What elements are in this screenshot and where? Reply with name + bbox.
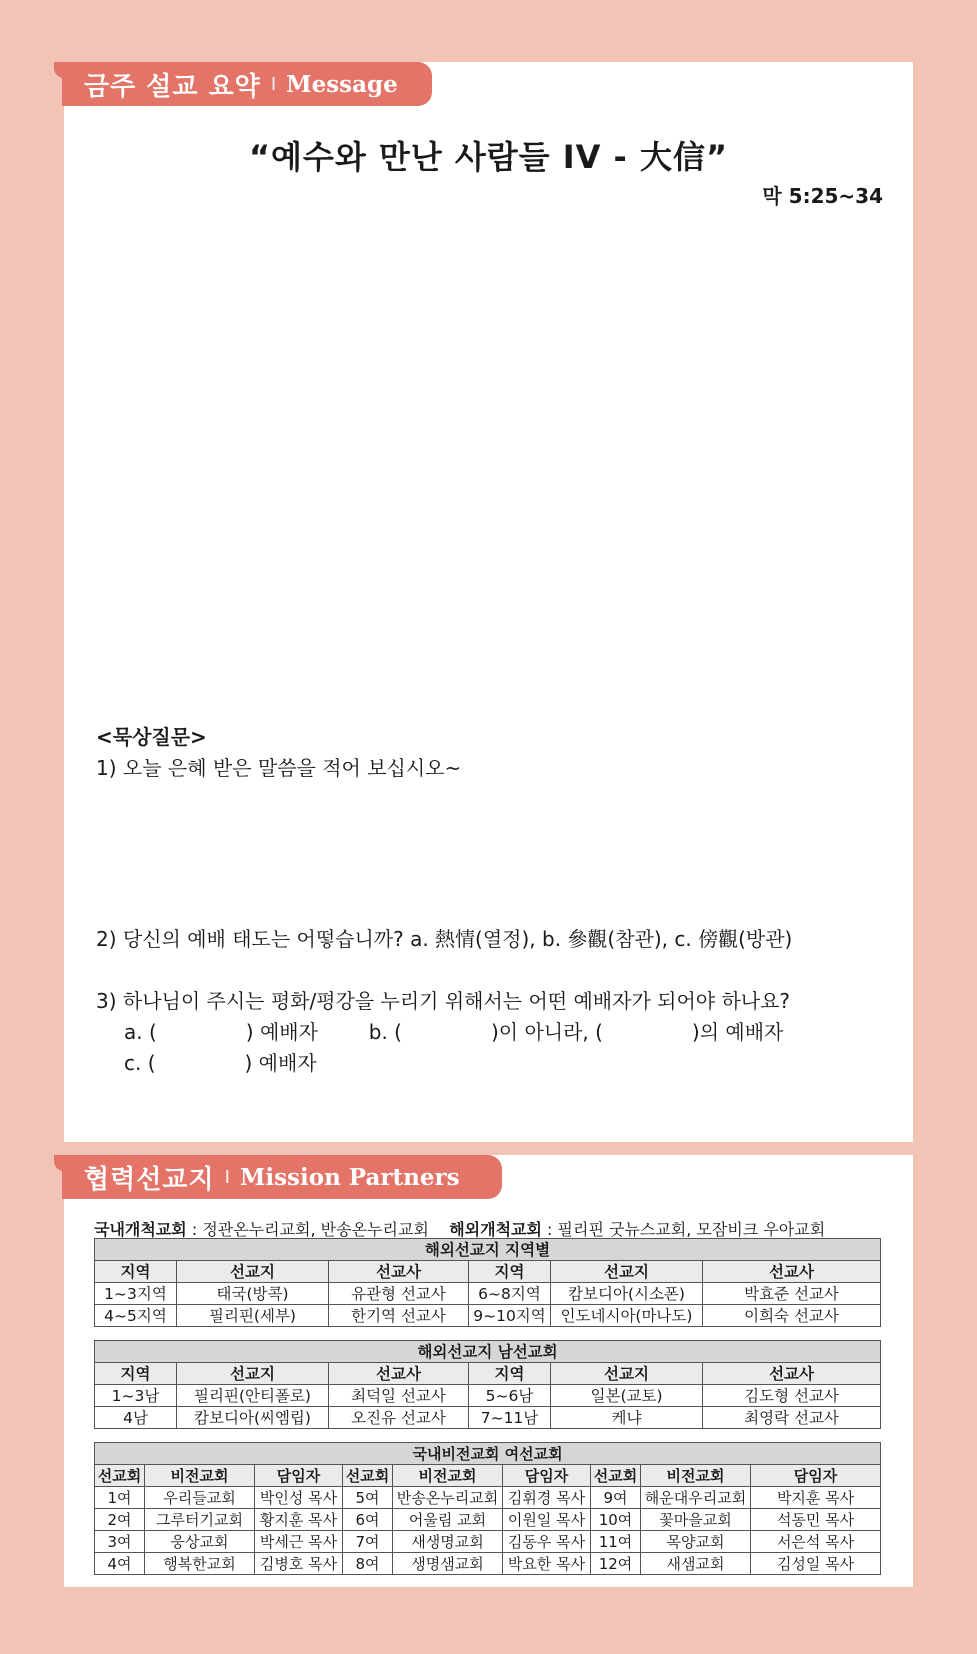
table-cell: 3여: [95, 1531, 145, 1553]
table-row: [95, 1283, 881, 1305]
column-header: 담임자: [255, 1465, 343, 1487]
domestic-label: 국내개척교회: [94, 1220, 187, 1239]
column-header: 선교지: [551, 1261, 703, 1283]
table-cell: 생명샘교회: [393, 1553, 503, 1575]
column-header: 선교사: [703, 1261, 881, 1283]
column-header: 선교사: [329, 1363, 469, 1385]
table-cell: 인도네시아(마나도): [551, 1305, 703, 1327]
table-cell: 새샘교회: [641, 1553, 751, 1575]
table-cell: 5~6남: [469, 1385, 551, 1407]
table-cell: 9~10지역: [469, 1305, 551, 1327]
table-cell: 이희숙 선교사: [703, 1305, 881, 1327]
column-header: 지역: [469, 1261, 551, 1283]
womens-missions-table: [94, 1442, 881, 1575]
domestic-churches: : 정관온누리교회, 반송온누리교회: [186, 1220, 429, 1239]
table-cell: 2여: [95, 1509, 145, 1531]
table-row: [95, 1487, 881, 1509]
mission-panel: [64, 1155, 913, 1587]
question-3-line-c: c. ( ) 예배자: [124, 1051, 317, 1075]
column-header: 선교회: [95, 1465, 145, 1487]
table-cell: 오진유 선교사: [329, 1407, 469, 1429]
table-cell: 김휘경 목사: [503, 1487, 591, 1509]
table-caption: 해외선교지 지역별: [95, 1239, 881, 1261]
table-cell: 서은석 목사: [751, 1531, 881, 1553]
table-cell: 4~5지역: [95, 1305, 177, 1327]
table-cell: 박세근 목사: [255, 1531, 343, 1553]
table-cell: 4여: [95, 1553, 145, 1575]
column-header: 선교지: [177, 1363, 329, 1385]
table-cell: 필리핀(안티폴로): [177, 1385, 329, 1407]
overseas-label: 해외개척교회: [449, 1220, 542, 1239]
column-header: 담임자: [503, 1465, 591, 1487]
table-cell: 4남: [95, 1407, 177, 1429]
table-row: [95, 1509, 881, 1531]
column-header: 비전교회: [145, 1465, 255, 1487]
table-cell: 새생명교회: [393, 1531, 503, 1553]
mission-section-tab: [62, 1155, 502, 1199]
column-header: 선교회: [343, 1465, 393, 1487]
table-cell: 꽃마을교회: [641, 1509, 751, 1531]
table-cell: 우리들교회: [145, 1487, 255, 1509]
column-header: 선교사: [703, 1363, 881, 1385]
overseas-churches: : 필리핀 굿뉴스교회, 모잠비크 우아교회: [541, 1220, 826, 1239]
table-header-row: [95, 1261, 881, 1283]
table-row: [95, 1305, 881, 1327]
table-cell: 12여: [591, 1553, 641, 1575]
table-caption-row: [95, 1239, 881, 1261]
table-cell: 그루터기교회: [145, 1509, 255, 1531]
table-cell: 한기역 선교사: [329, 1305, 469, 1327]
table-cell: 1~3남: [95, 1385, 177, 1407]
column-header: 지역: [469, 1363, 551, 1385]
table-cell: 유관형 선교사: [329, 1283, 469, 1305]
scripture-reference: 막 5:25~34: [762, 184, 883, 208]
table-cell: 11여: [591, 1531, 641, 1553]
table-cell: 김동우 목사: [503, 1531, 591, 1553]
column-header: 선교사: [329, 1261, 469, 1283]
table-row: [95, 1531, 881, 1553]
question-3-line-a: a. ( ) 예배자 b. ( )이 아니라, ( )의 예배자: [124, 1020, 784, 1044]
column-header: 담임자: [751, 1465, 881, 1487]
column-header: 선교지: [551, 1363, 703, 1385]
tab-separator: I: [270, 73, 277, 95]
table-caption-row: [95, 1341, 881, 1363]
message-tab-korean: 금주 설교 요약: [84, 71, 261, 102]
table-cell: 박지훈 목사: [751, 1487, 881, 1509]
table-cell: 이원일 목사: [503, 1509, 591, 1531]
mens-missions-table: [94, 1340, 881, 1429]
table-caption: 해외선교지 남선교회: [95, 1341, 881, 1363]
column-header: 비전교회: [641, 1465, 751, 1487]
table-row: [95, 1407, 881, 1429]
church-plant-lines: [94, 1217, 825, 1240]
table-cell: 박요한 목사: [503, 1553, 591, 1575]
tab-separator: I: [224, 1166, 230, 1188]
table-caption-row: [95, 1443, 881, 1465]
table-cell: 해운대우리교회: [641, 1487, 751, 1509]
table-cell: 박효준 선교사: [703, 1283, 881, 1305]
questions-heading: <묵상질문>: [96, 725, 207, 749]
table-cell: 최덕일 선교사: [329, 1385, 469, 1407]
question-3: 3) 하나님이 주시는 평화/평강을 누리기 위해서는 어떤 예배자가 되어야 하나요?: [96, 989, 791, 1013]
table-cell: 6~8지역: [469, 1283, 551, 1305]
table-cell: 목양교회: [641, 1531, 751, 1553]
question-1: 1) 오늘 은혜 받은 말씀을 적어 보십시오~: [96, 756, 462, 780]
table-cell: 일본(교토): [551, 1385, 703, 1407]
table-cell: 태국(방콕): [177, 1283, 329, 1305]
table-header-row: [95, 1363, 881, 1385]
column-header: 지역: [95, 1363, 177, 1385]
table-cell: 7~11남: [469, 1407, 551, 1429]
table-cell: 1여: [95, 1487, 145, 1509]
table-cell: 5여: [343, 1487, 393, 1509]
table-cell: 반송온누리교회: [393, 1487, 503, 1509]
table-cell: 8여: [343, 1553, 393, 1575]
region-missions-table: [94, 1238, 881, 1327]
table-cell: 어울림 교회: [393, 1509, 503, 1531]
table-cell: 석동민 목사: [751, 1509, 881, 1531]
table-cell: 김성일 목사: [751, 1553, 881, 1575]
table-cell: 김병호 목사: [255, 1553, 343, 1575]
column-header: 선교회: [591, 1465, 641, 1487]
table-cell: 10여: [591, 1509, 641, 1531]
sermon-title: “예수와 만난 사람들 IV - 大信”: [248, 138, 728, 176]
message-tab-english: Message: [286, 70, 398, 98]
column-header: 선교지: [177, 1261, 329, 1283]
mission-tab-english: Mission Partners: [239, 1163, 460, 1191]
column-header: 비전교회: [393, 1465, 503, 1487]
message-section-tab: [62, 62, 432, 106]
table-cell: 박인성 목사: [255, 1487, 343, 1509]
table-cell: 1~3지역: [95, 1283, 177, 1305]
table-row: [95, 1553, 881, 1575]
table-cell: 7여: [343, 1531, 393, 1553]
table-cell: 6여: [343, 1509, 393, 1531]
table-cell: 필리핀(세부): [177, 1305, 329, 1327]
table-cell: 김도형 선교사: [703, 1385, 881, 1407]
column-header: 지역: [95, 1261, 177, 1283]
table-cell: 웅상교회: [145, 1531, 255, 1553]
meditation-questions: [96, 722, 886, 1079]
table-cell: 캄보디아(씨엠립): [177, 1407, 329, 1429]
table-cell: 최영락 선교사: [703, 1407, 881, 1429]
table-cell: 캄보디아(시소폰): [551, 1283, 703, 1305]
table-caption: 국내비전교회 여선교회: [95, 1443, 881, 1465]
table-cell: 케냐: [551, 1407, 703, 1429]
table-cell: 9여: [591, 1487, 641, 1509]
mission-tab-korean: 협력선교지: [84, 1164, 215, 1195]
table-cell: 행복한교회: [145, 1553, 255, 1575]
table-header-row: [95, 1465, 881, 1487]
table-cell: 황지훈 목사: [255, 1509, 343, 1531]
table-row: [95, 1385, 881, 1407]
message-panel: [64, 62, 913, 1142]
question-2: 2) 당신의 예배 태도는 어떻습니까? a. 熱情(열정), b. 參觀(참관), c. 傍觀(방관): [96, 927, 793, 951]
